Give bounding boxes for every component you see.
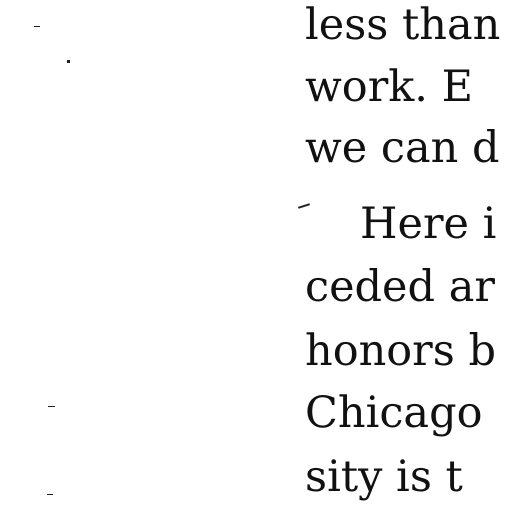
scan-speck (67, 60, 70, 63)
text-line: less than (305, 0, 501, 50)
text-line: we can d (305, 123, 500, 173)
text-line: sity is t (305, 452, 463, 502)
text-line: Here i (360, 199, 497, 249)
text-line: work. E (305, 62, 474, 112)
scan-speck (48, 406, 55, 407)
scan-speck (298, 203, 310, 209)
scan-speck (34, 26, 40, 27)
text-line: ceded ar (305, 262, 495, 312)
scan-speck (47, 494, 53, 495)
text-line: Chicago (305, 388, 483, 438)
text-line: honors b (305, 326, 496, 376)
